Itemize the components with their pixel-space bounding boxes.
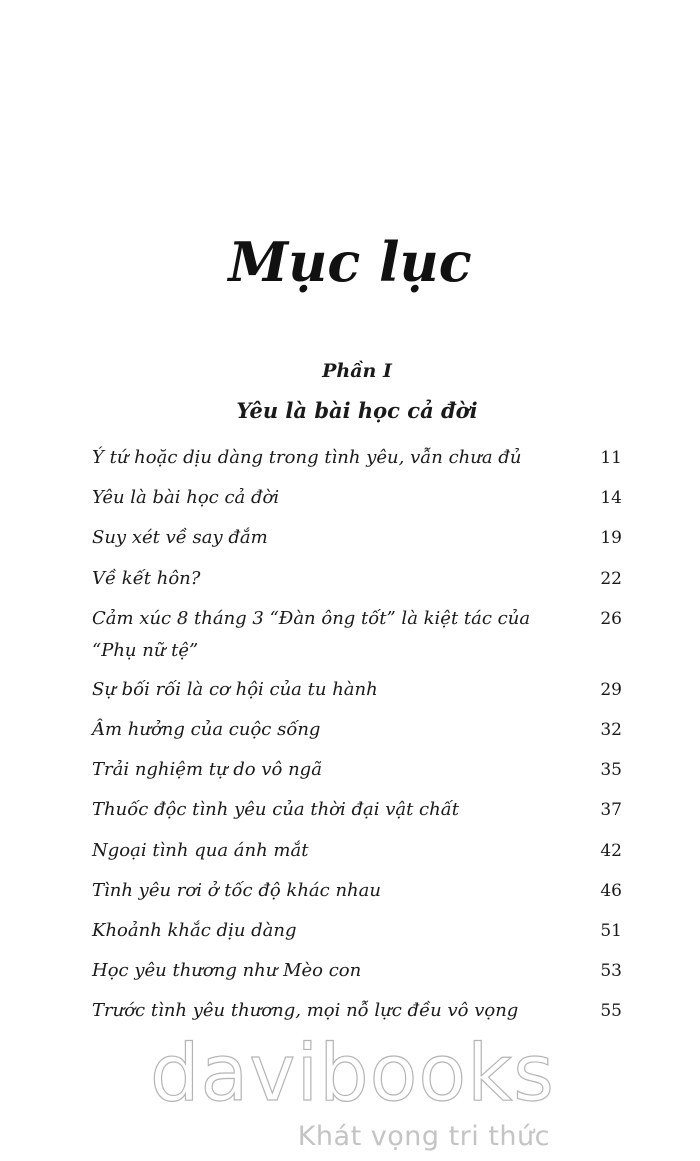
toc-entry[interactable]	[92, 915, 622, 947]
toc-entry-page: 22	[600, 568, 622, 589]
toc-entry-page: 35	[600, 760, 622, 781]
toc-entry[interactable]	[92, 563, 622, 595]
toc-entry-title: Ngoại tình qua ánh mắt	[92, 839, 309, 861]
toc-entry[interactable]	[92, 875, 622, 907]
toc-entry-page: 46	[600, 880, 622, 901]
toc-entry-page: 29	[600, 679, 622, 700]
page-title: Mục lục	[228, 230, 472, 294]
toc-entry[interactable]	[92, 522, 622, 554]
toc-entry[interactable]	[92, 794, 622, 826]
watermark-brand: davibooks	[150, 1029, 555, 1119]
toc-entry[interactable]	[92, 955, 622, 987]
toc-entry-page: 51	[600, 920, 622, 941]
toc-entry-title: Ý tứ hoặc dịu dàng trong tình yêu, vẫn chưa đủ	[92, 447, 522, 468]
toc-entry-page: 55	[600, 1001, 622, 1022]
toc-entry-title: Sự bối rối là cơ hội của tu hành	[92, 678, 378, 700]
toc-entry-page: 37	[600, 800, 622, 821]
part-label: Phần I	[322, 360, 392, 382]
toc-entry-page: 19	[600, 528, 622, 549]
toc-entry-page: 42	[600, 840, 622, 861]
toc-entry[interactable]	[92, 482, 622, 514]
watermark	[0, 1028, 700, 1161]
toc-entry-title: Học yêu thương như Mèo con	[92, 960, 362, 982]
toc-entry[interactable]	[92, 442, 622, 474]
watermark-slogan: Khát vọng tri thức	[297, 1121, 550, 1152]
toc-entry[interactable]	[92, 995, 622, 1027]
toc-entry-title: Suy xét về say đắm	[92, 527, 268, 549]
toc-entry-page: 32	[600, 719, 622, 740]
toc-entry-title: Tình yêu rơi ở tốc độ khác nhau	[92, 879, 381, 901]
toc-entry-title: Trải nghiệm tự do vô ngã	[92, 759, 322, 781]
toc-entry-page: 14	[600, 488, 622, 509]
table-of-contents	[92, 442, 622, 1035]
toc-entry-title: Âm hưởng của cuộc sống	[92, 718, 321, 740]
toc-entry[interactable]	[92, 754, 622, 786]
toc-entry[interactable]	[92, 835, 622, 867]
toc-entry-title: Khoảnh khắc dịu dàng	[92, 919, 297, 941]
toc-entry[interactable]	[92, 714, 622, 746]
part-title: Yêu là bài học cả đời	[236, 398, 478, 423]
toc-entry[interactable]	[92, 603, 622, 667]
toc-entry-page: 26	[600, 608, 622, 629]
toc-entry-title: Về kết hôn?	[92, 567, 201, 589]
toc-entry-title: Trước tình yêu thương, mọi nỗ lực đều vô vọng	[92, 1000, 519, 1022]
toc-entry-title: Cảm xúc 8 tháng 3 “Đàn ông tốt” là kiệt tác của “Phụ nữ tệ”	[92, 607, 531, 661]
toc-entry-page: 11	[600, 448, 622, 468]
toc-entry[interactable]	[92, 674, 622, 706]
toc-entry-title: Yêu là bài học cả đời	[92, 487, 280, 509]
toc-entry-page: 53	[600, 961, 622, 982]
toc-entry-title: Thuốc độc tình yêu của thời đại vật chất	[92, 799, 459, 821]
